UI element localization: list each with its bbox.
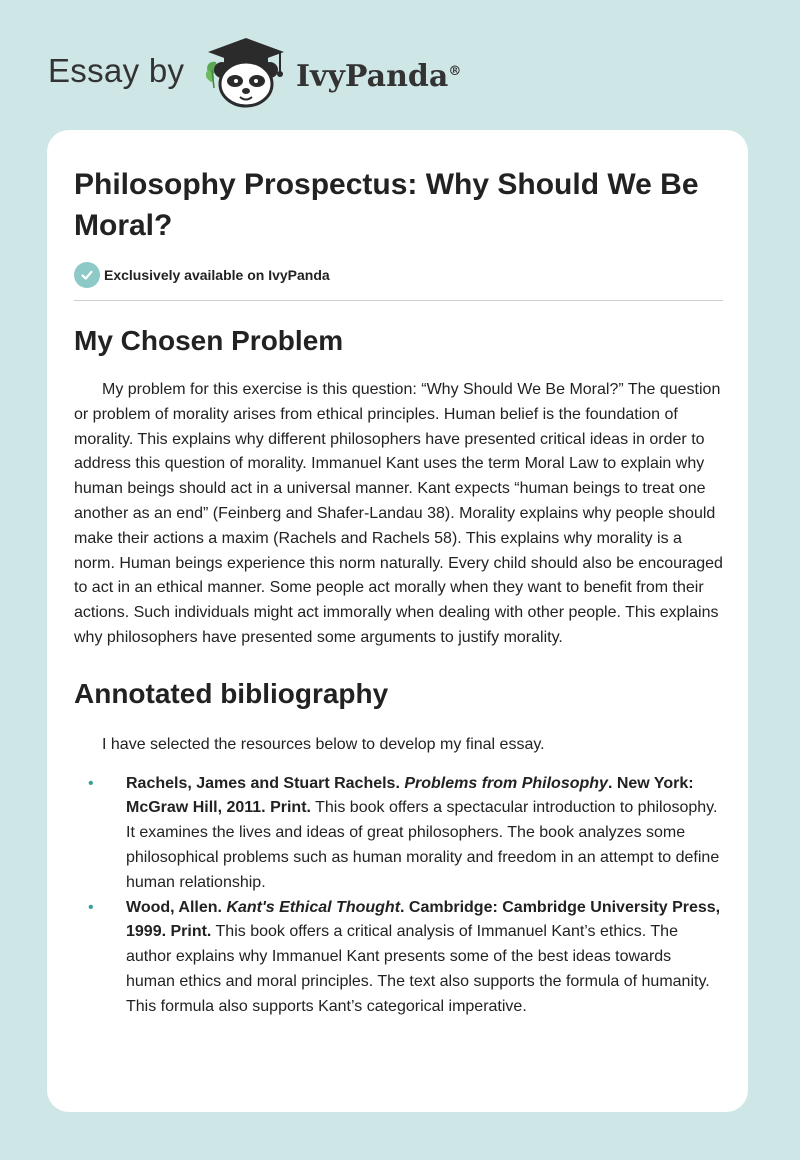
article-card — [47, 130, 748, 1112]
exclusive-label: Exclusively available on IvyPanda — [104, 267, 330, 283]
reference-lead: Rachels, James and Stuart Rachels. — [126, 774, 405, 792]
problem-paragraph: My problem for this exercise is this question: “Why Should We Be Moral?” The question or problem of morality arises from ethical principles. Human belief is the foundation of morality. This explains why different philosophers have presented critical ideas in order to address this question of morality. Immanuel Kant uses the term Moral Law to explain why human beings should act in a universal manner. Kant expects “human beings to treat one another as an end” (Feinberg and Shafer-Landau 38). Morality explains why people should make their actions a maxim (Rachels and Rachels 58). This explains why morality is a norm. Human beings experience this norm naturally. Every child should also be encouraged to act in an ethical manner. Some people act morally when they want to benefit from their actions. Such individuals might act immorally when dealing with other people. This explains why philosophers have presented some arguments to justify morality. — [74, 381, 723, 646]
brand-name-text: IvyPanda — [296, 59, 449, 94]
reference-annotation: This book offers a critical analysis of Immanuel Kant’s ethics. The author explains why Immanuel Kant presents some of the best ideas towards human ethics and moral principles. The text also supports the formula of humanity. This formula also supports Kant’s categorical imperative. — [126, 923, 710, 1015]
reference-lead: Wood, Allen. — [126, 898, 227, 916]
exclusive-badge — [74, 262, 723, 288]
section-heading-problem: My Chosen Problem — [74, 325, 344, 356]
bibliography-list — [74, 772, 723, 1020]
bullet-icon: • — [88, 898, 94, 916]
site-header — [0, 0, 800, 130]
brand-name — [296, 54, 461, 95]
check-circle-icon — [74, 262, 100, 288]
reference-title: Problems from Philosophy — [404, 774, 608, 792]
list-item — [74, 772, 723, 896]
registered-mark: ® — [448, 64, 462, 79]
reference-title: Kant's Ethical Thought — [226, 898, 401, 916]
bullet-icon: • — [88, 774, 94, 792]
reference-annotation: This book offers a spectacular introduction to philosophy. It examines the lives and ideas of great philosophers. The book analyzes some philosophical problems such as human morality and freedom in an attempt to define human relationship. — [126, 799, 720, 891]
panda-graduate-icon[interactable] — [200, 36, 292, 110]
reference-tail: . New York: McGraw Hill, 2011. Print. — [126, 774, 694, 817]
brand-prefix: Essay by — [48, 52, 185, 89]
title-divider — [74, 300, 723, 301]
section-heading-bibliography: Annotated bibliography — [74, 677, 389, 709]
reference-tail: . Cambridge: Cambridge University Press, 1999. Print. — [126, 898, 721, 941]
article-content — [74, 164, 723, 1020]
bibliography-intro: I have selected the resources below to develop my final essay. — [102, 735, 545, 753]
list-item — [74, 896, 723, 1020]
page-title: Philosophy Prospectus: Why Should We Be Moral? — [74, 168, 699, 242]
